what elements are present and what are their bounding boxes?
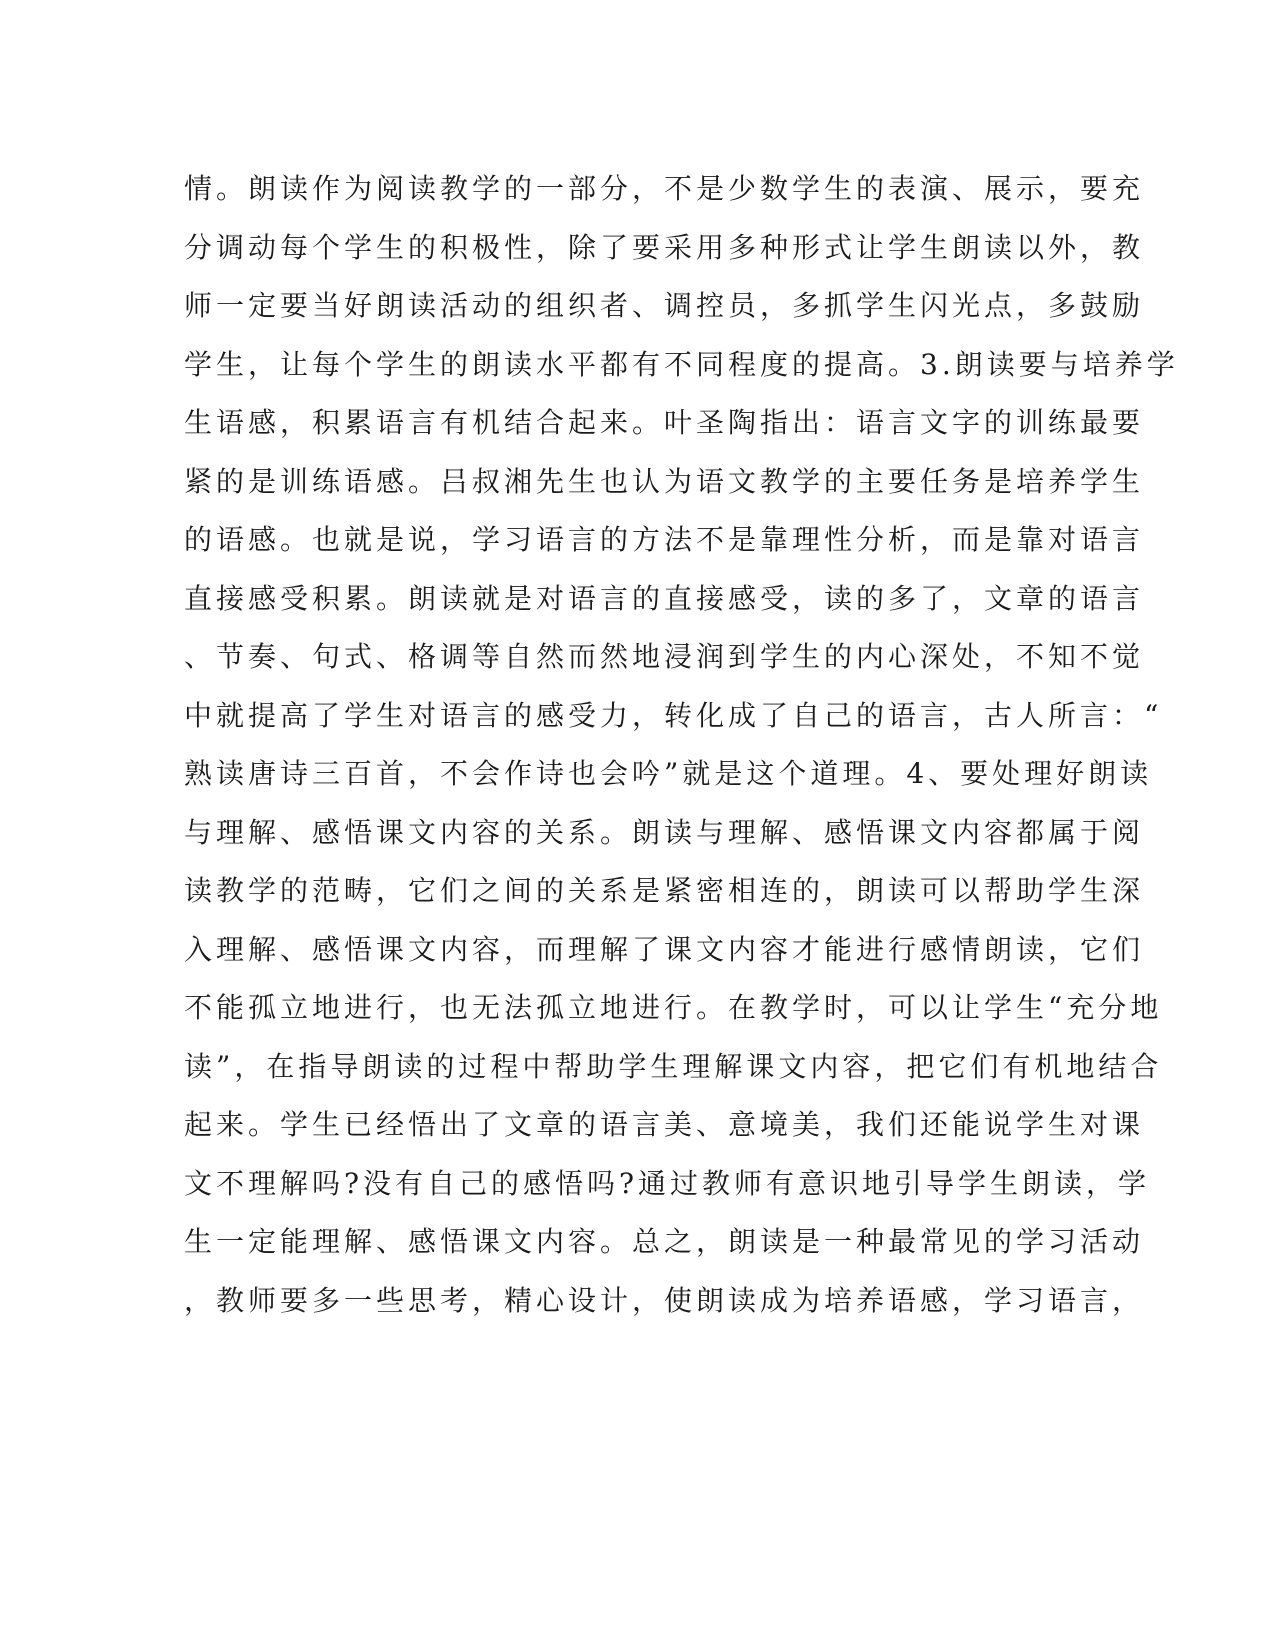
text-line: 起来。学生已经悟出了文章的语言美、意境美，我们还能说学生对课 — [184, 1108, 1145, 1141]
text-line: 学生，让每个学生的朗读水平都有不同程度的提高。3.朗读要与培养学 — [184, 347, 1179, 381]
text-line: 紧的是训练语感。吕叔湘先生也认为语文教学的主要任务是培养学生 — [184, 464, 1145, 498]
text-line: ，教师要多一些思考，精心设计，使朗读成为培养语感，学习语言， — [184, 1283, 1145, 1317]
text-line: 读”，在指导朗读的过程中帮助学生理解课文内容，把它们有机地结合 — [184, 1049, 1163, 1083]
text-line: 文不理解吗?没有自己的感悟吗?通过教师有意识地引导学生朗读，学 — [184, 1166, 1151, 1200]
text-line: 读教学的范畴，它们之间的关系是紧密相连的，朗读可以帮助学生深 — [184, 874, 1145, 907]
text-line: 入理解、感悟课文内容，而理解了课文内容才能进行感情朗读，它们 — [184, 932, 1145, 966]
text-line: 生一定能理解、感悟课文内容。总之，朗读是一种最常见的学习活动 — [184, 1225, 1145, 1258]
text-line: 直接感受积累。朗读就是对语言的直接感受，读的多了，文章的语言 — [184, 581, 1145, 615]
body-text — [184, 160, 1179, 1330]
text-line: 熟读唐诗三百首，不会作诗也会吟”就是这个道理。4、要处理好朗读 — [184, 757, 1153, 790]
text-line: 的语感。也就是说，学习语言的方法不是靠理性分析，而是靠对语言 — [184, 523, 1145, 556]
text-line: 中就提高了学生对语言的感受力，转化成了自己的语言，古人所言：“ — [184, 698, 1163, 732]
text-line: 情。朗读作为阅读教学的一部分，不是少数学生的表演、展示，要充 — [184, 172, 1145, 205]
text-line: 师一定要当好朗读活动的组织者、调控员，多抓学生闪光点，多鼓励 — [184, 289, 1145, 322]
text-line: 不能孤立地进行，也无法孤立地进行。在教学时，可以让学生“充分地 — [184, 991, 1163, 1024]
text-line: 生语感，积累语言有机结合起来。叶圣陶指出：语言文字的训练最要 — [184, 406, 1145, 439]
text-line: 分调动每个学生的积极性，除了要采用多种形式让学生朗读以外，教 — [184, 230, 1145, 264]
text-line: 、节奏、句式、格调等自然而然地浸润到学生的内心深处，不知不觉 — [184, 640, 1145, 673]
text-line: 与理解、感悟课文内容的关系。朗读与理解、感悟课文内容都属于阅 — [184, 815, 1145, 849]
